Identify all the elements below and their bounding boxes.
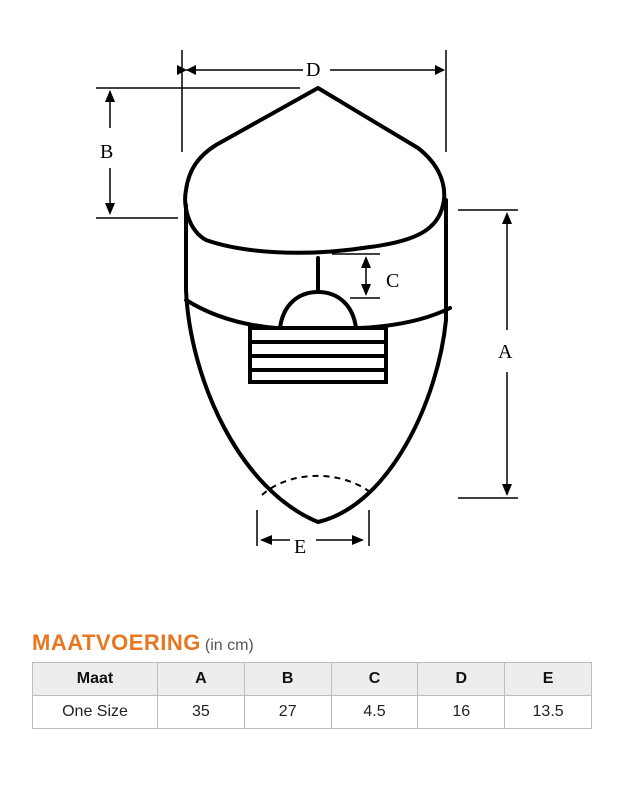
header-a: A [158, 663, 245, 696]
muzzle-outline [185, 88, 450, 522]
cell-a: 35 [158, 696, 245, 729]
dimension-b [96, 88, 300, 218]
size-heading [32, 630, 254, 656]
dimension-d-label: D [306, 59, 321, 81]
table-row [33, 696, 592, 729]
dimension-e-label: E [294, 536, 307, 558]
size-table-header-row [33, 663, 592, 696]
header-maat: Maat [33, 663, 158, 696]
dimension-c-label: C [386, 270, 400, 292]
muzzle-top-cap [185, 88, 444, 253]
header-e: E [505, 663, 592, 696]
header-c: C [331, 663, 418, 696]
dimension-c [332, 254, 380, 298]
header-b: B [244, 663, 331, 696]
cell-size: One Size [33, 696, 158, 729]
bottom-dashed-line [262, 476, 370, 495]
dimension-b-label: B [100, 141, 114, 163]
muzzle-body [186, 200, 446, 522]
size-table [32, 662, 592, 729]
cell-c: 4.5 [331, 696, 418, 729]
cell-d: 16 [418, 696, 505, 729]
muzzle-waist-band [186, 300, 450, 328]
header-d: D [418, 663, 505, 696]
size-heading-unit: (in cm) [204, 637, 254, 654]
dimension-e [257, 510, 369, 546]
dimension-a-label: A [498, 341, 513, 363]
cell-e: 13.5 [505, 696, 592, 729]
muzzle-dome [280, 292, 356, 328]
strap-buckle [250, 328, 386, 382]
size-heading-title: MAATVOERING [32, 630, 201, 655]
cell-b: 27 [244, 696, 331, 729]
